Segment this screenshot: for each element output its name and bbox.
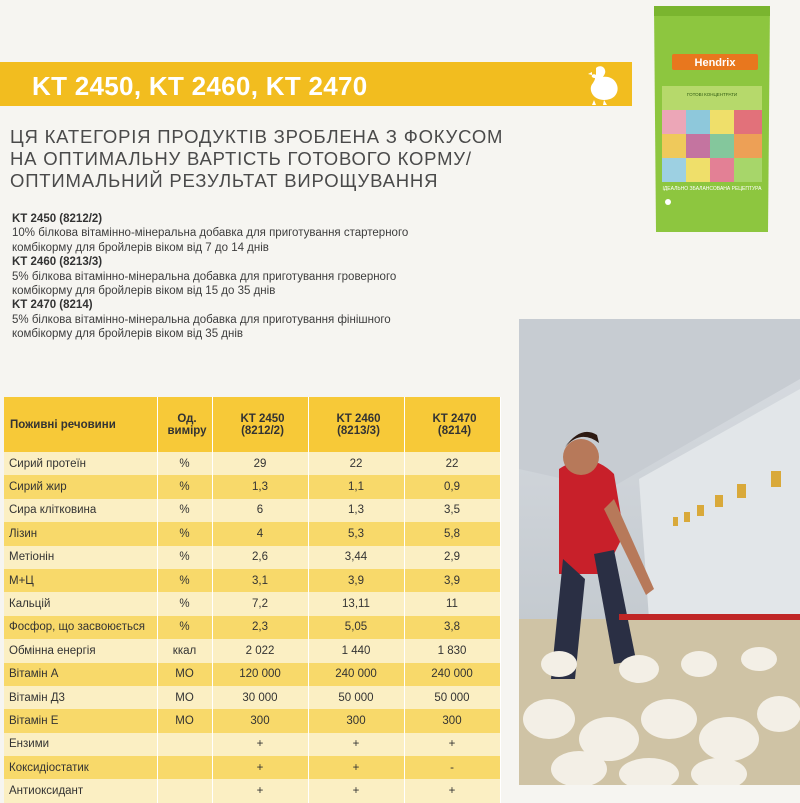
cell-kt2470: 0,9	[404, 475, 500, 498]
cell-kt2450: 7,2	[212, 592, 308, 615]
table-row	[4, 779, 500, 802]
product-descriptions	[12, 212, 502, 342]
product-code: KT 2470 (8214)	[12, 299, 93, 312]
cell-kt2470: +	[404, 733, 500, 756]
cell-kt2460: 13,11	[308, 592, 404, 615]
section-heading	[10, 126, 610, 192]
bag-line-2: ІДЕАЛЬНО ЗБАЛАНСОВАНА РЕЦЕПТУРА	[662, 186, 762, 192]
cell-unit: ккал	[157, 639, 212, 662]
table-row	[4, 546, 500, 569]
table-row	[4, 639, 500, 662]
cell-kt2470: 3,9	[404, 569, 500, 592]
cell-kt2470: 1 830	[404, 639, 500, 662]
table-row	[4, 733, 500, 756]
cell-kt2450: 1,3	[212, 475, 308, 498]
cell-kt2470: +	[404, 779, 500, 802]
cell-unit: %	[157, 616, 212, 639]
cell-kt2450: 2,3	[212, 616, 308, 639]
bag-line-1: ГОТОВІ КОНЦЕНТРАТИ	[686, 92, 738, 97]
cell-kt2470: 3,8	[404, 616, 500, 639]
cell-kt2460: 1,1	[308, 475, 404, 498]
header-kt2450: KT 2450 (8212/2)	[212, 397, 308, 452]
product-description-line: комбікорму для бройлерів віком від 35 днів	[12, 328, 244, 341]
cell-nutrient: Обмінна енергія	[4, 639, 157, 662]
cell-kt2450: 3,1	[212, 569, 308, 592]
header-kt2460: KT 2460 (8213/3)	[308, 397, 404, 452]
heading-line-3: ОПТИМАЛЬНИЙ РЕЗУЛЬТАТ ВИРОЩУВАННЯ	[10, 170, 439, 191]
cell-kt2470: 11	[404, 592, 500, 615]
product-code: KT 2450 (8212/2)	[12, 213, 103, 225]
table-row	[4, 756, 500, 779]
title-banner	[0, 62, 632, 106]
product-code: KT 2460 (8213/3)	[12, 256, 103, 269]
cell-kt2450: 6	[212, 499, 308, 522]
cell-kt2450: +	[212, 733, 308, 756]
cell-kt2460: 240 000	[308, 663, 404, 686]
table-row	[4, 686, 500, 709]
cell-kt2470: 2,9	[404, 546, 500, 569]
cell-nutrient: Вітамін А	[4, 663, 157, 686]
page-title: KT 2450, KT 2460, KT 2470	[32, 71, 368, 101]
cell-kt2460: 3,44	[308, 546, 404, 569]
table-row	[4, 452, 500, 475]
cell-kt2460: 1 440	[308, 639, 404, 662]
cell-kt2460: +	[308, 779, 404, 802]
cell-kt2450: 300	[212, 709, 308, 732]
cell-nutrient: Вітамін Д3	[4, 686, 157, 709]
cell-kt2470: 240 000	[404, 663, 500, 686]
table-row	[4, 592, 500, 615]
table-row	[4, 616, 500, 639]
cell-kt2460: 5,3	[308, 522, 404, 545]
chicken-icon	[582, 64, 622, 106]
cell-nutrient: Ензими	[4, 733, 157, 756]
cell-unit	[157, 756, 212, 779]
cell-nutrient: Сира клітковина	[4, 499, 157, 522]
cell-unit: %	[157, 546, 212, 569]
cell-kt2450: +	[212, 756, 308, 779]
heading-line-1: ЦЯ КАТЕГОРІЯ ПРОДУКТІВ ЗРОБЛЕНА З ФОКУСОМ	[10, 126, 504, 147]
cell-kt2460: 5,05	[308, 616, 404, 639]
cell-nutrient: Антиоксидант	[4, 779, 157, 802]
table-header-row	[4, 397, 500, 452]
product-description-line: 5% білкова вітамінно-мінеральна добавка для приготування фінішного	[12, 313, 391, 326]
product-description-line: 5% білкова вітамінно-мінеральна добавка для приготування гроверного	[12, 270, 397, 283]
cell-nutrient: Лізин	[4, 522, 157, 545]
cell-kt2450: 4	[212, 522, 308, 545]
heading-line-2: НА ОПТИМАЛЬНУ ВАРТІСТЬ ГОТОВОГО КОРМУ/	[10, 148, 472, 169]
cell-kt2450: 30 000	[212, 686, 308, 709]
cell-unit: МО	[157, 709, 212, 732]
cell-kt2450: 120 000	[212, 663, 308, 686]
cell-kt2450: 2 022	[212, 639, 308, 662]
cell-kt2450: 2,6	[212, 546, 308, 569]
cell-kt2460: 300	[308, 709, 404, 732]
header-nutrients: Поживні речовини	[4, 397, 157, 452]
cell-nutrient: Кальцій	[4, 592, 157, 615]
product-description-line: комбікорму для бройлерів віком від 7 до 14 днів	[12, 241, 269, 254]
cell-nutrient: Фосфор, що засвоюється	[4, 616, 157, 639]
cell-unit: %	[157, 522, 212, 545]
bag-brand: Hendrix	[694, 57, 736, 69]
cell-nutrient: Сирий жир	[4, 475, 157, 498]
cell-kt2460: +	[308, 733, 404, 756]
header-kt2470: KT 2470 (8214)	[404, 397, 500, 452]
cell-kt2450: 29	[212, 452, 308, 475]
table-row	[4, 569, 500, 592]
product-description-line: комбікорму для бройлерів віком від 15 до 35 днів	[12, 285, 276, 298]
cell-kt2470: 3,5	[404, 499, 500, 522]
cell-kt2450: +	[212, 779, 308, 802]
cell-kt2470: -	[404, 756, 500, 779]
cell-unit	[157, 779, 212, 802]
cell-kt2460: 50 000	[308, 686, 404, 709]
cell-nutrient: Вітамін Е	[4, 709, 157, 732]
header-unit: Од. виміру	[157, 397, 212, 452]
table-row	[4, 475, 500, 498]
product-description-line: 10% білкова вітамінно-мінеральна добавка для приготування стартерного	[12, 227, 409, 240]
cell-unit: %	[157, 475, 212, 498]
cell-nutrient: Сирий протеїн	[4, 452, 157, 475]
cell-nutrient: М+Ц	[4, 569, 157, 592]
cell-unit: %	[157, 592, 212, 615]
cell-kt2460: +	[308, 756, 404, 779]
cell-kt2460: 22	[308, 452, 404, 475]
table-row	[4, 522, 500, 545]
table-row	[4, 499, 500, 522]
cell-nutrient: Коксидіостатик	[4, 756, 157, 779]
cell-kt2470: 5,8	[404, 522, 500, 545]
cell-kt2470: 22	[404, 452, 500, 475]
cell-unit: %	[157, 499, 212, 522]
cell-kt2460: 3,9	[308, 569, 404, 592]
cell-kt2470: 50 000	[404, 686, 500, 709]
cell-kt2460: 1,3	[308, 499, 404, 522]
table-row	[4, 663, 500, 686]
poultry-farm-photo	[519, 319, 800, 785]
cell-unit: %	[157, 452, 212, 475]
cell-kt2470: 300	[404, 709, 500, 732]
cell-unit: МО	[157, 686, 212, 709]
cell-unit	[157, 733, 212, 756]
product-bag-image	[648, 0, 776, 236]
cell-nutrient: Метіонін	[4, 546, 157, 569]
table-row	[4, 709, 500, 732]
cell-unit: %	[157, 569, 212, 592]
cell-unit: МО	[157, 663, 212, 686]
nutrients-table	[4, 397, 501, 803]
